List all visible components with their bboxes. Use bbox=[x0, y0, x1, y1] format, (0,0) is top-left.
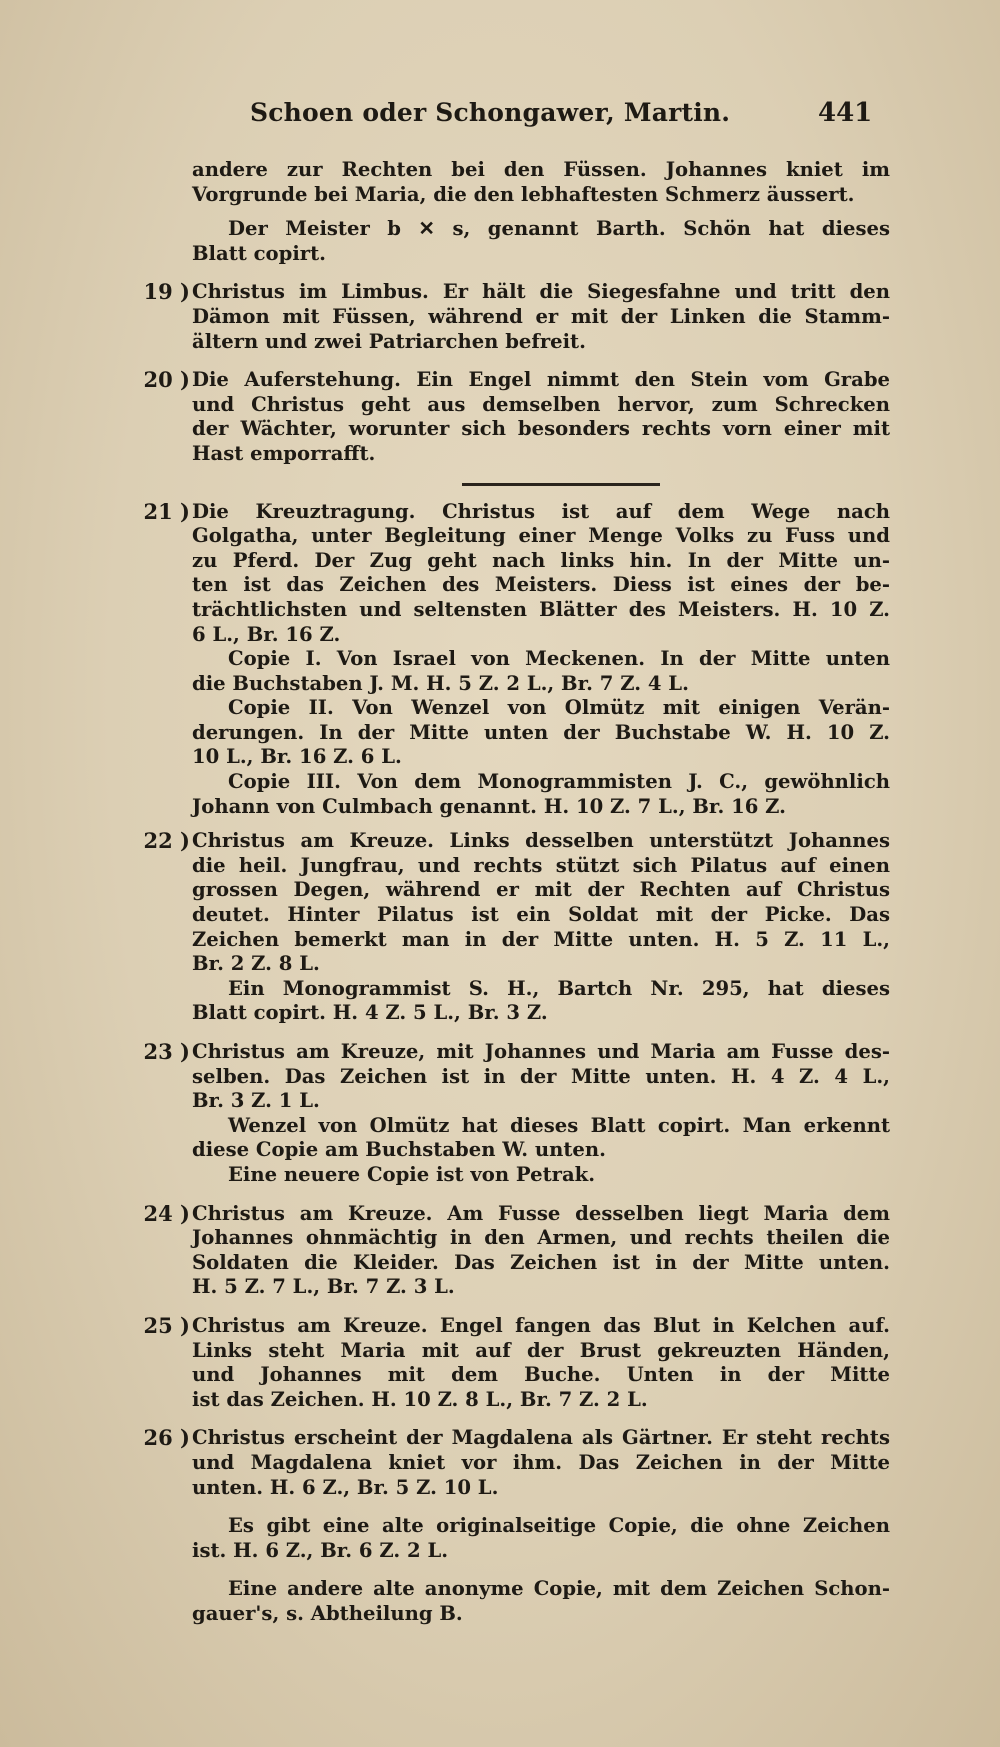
text-line: Soldaten die Kleider. Das Zeichen ist in der Mitte unten. bbox=[192, 1250, 890, 1274]
text-line: die heil. Jungfrau, und rechts stützt sich Pilatus auf einen bbox=[192, 853, 890, 877]
text-line: und Magdalena kniet vor ihm. Das Zeichen in der Mitte bbox=[192, 1450, 890, 1474]
text-line: ten ist das Zeichen des Meisters. Diess ist eines der be- bbox=[192, 573, 890, 597]
text-line: die Buchstaben J. M. H. 5 Z. 2 L., Br. 7 Z. 4 L. bbox=[192, 671, 689, 695]
catalog-entry bbox=[120, 1202, 890, 1300]
text-line: Ein Monogrammist S. H., Bartch Nr. 295, hat dieses bbox=[228, 976, 890, 1000]
text-line: Hast emporrafft. bbox=[192, 441, 376, 465]
entry-number: 23 ) bbox=[143, 1039, 190, 1064]
text-line: Blatt copirt. H. 4 Z. 5 L., Br. 3 Z. bbox=[192, 1001, 548, 1025]
text-line: selben. Das Zeichen ist in der Mitte unten. H. 4 Z. 4 L., bbox=[192, 1064, 890, 1088]
catalog-entry bbox=[120, 280, 890, 354]
text-line: Zeichen bemerkt man in der Mitte unten. H. 5 Z. 11 L., bbox=[192, 927, 890, 951]
entry-note bbox=[120, 1514, 890, 1563]
entry-note bbox=[120, 158, 890, 207]
text-line: Christus am Kreuze. Am Fusse desselben liegt Maria dem bbox=[192, 1201, 890, 1225]
running-title: Schoen oder Schongawer, Martin. bbox=[250, 98, 731, 127]
text-line: 10 L., Br. 16 Z. 6 L. bbox=[192, 745, 402, 769]
page-header bbox=[0, 98, 1000, 142]
text-line: Wenzel von Olmütz hat dieses Blatt copirt. Man erkennt bbox=[228, 1113, 890, 1137]
text-line: Eine andere alte anonyme Copie, mit dem Zeichen Schon- bbox=[228, 1577, 890, 1601]
text-line: ältern und zwei Patriarchen befreit. bbox=[192, 329, 586, 353]
entry-number: 19 ) bbox=[143, 279, 190, 305]
section-divider bbox=[462, 483, 660, 486]
text-line: Johann von Culmbach genannt. H. 10 Z. 7 L., Br. 16 Z. bbox=[192, 794, 786, 818]
entry-number: 24 ) bbox=[143, 1200, 190, 1226]
entry-note bbox=[120, 217, 890, 266]
entry-note bbox=[120, 770, 890, 819]
entry-note bbox=[120, 1114, 890, 1163]
text-line: Golgatha, unter Begleitung einer Menge Volks zu Fuss und bbox=[192, 524, 890, 548]
catalog-entry bbox=[120, 368, 890, 466]
text-line: Christus am Kreuze, mit Johannes und Maria am Fusse des- bbox=[192, 1040, 890, 1063]
catalog-entry bbox=[120, 1314, 890, 1412]
text-line: Copie III. Von dem Monogrammisten J. C., gewöhnlich bbox=[228, 770, 890, 794]
entry-note bbox=[120, 1163, 890, 1188]
text-line: trächtlichsten und seltensten Blätter des Meisters. H. 10 Z. bbox=[192, 597, 890, 621]
text-line: Christus erscheint der Magdalena als Gärtner. Er steht rechts bbox=[192, 1426, 890, 1450]
catalog-entry bbox=[120, 500, 890, 648]
entry-number: 26 ) bbox=[143, 1425, 190, 1451]
text-line: 6 L., Br. 16 Z. bbox=[192, 622, 341, 646]
text-line: Christus im Limbus. Er hält die Siegesfahne und tritt den bbox=[192, 280, 890, 304]
text-line: Die Kreuztragung. Christus ist auf dem Wege nach bbox=[192, 499, 890, 523]
text-line: und Christus geht aus demselben hervor, zum Schrecken bbox=[192, 392, 890, 416]
text-line: derungen. In der Mitte unten der Buchstabe W. H. 10 Z. bbox=[192, 720, 890, 744]
page-number: 441 bbox=[818, 98, 873, 128]
catalog-entry bbox=[120, 829, 890, 977]
catalog-entry bbox=[120, 1426, 890, 1500]
text-line: Dämon mit Füssen, während er mit der Linken die Stamm- bbox=[192, 304, 890, 328]
text-line: Der Meister b ✕ s, genannt Barth. Schön hat dieses bbox=[228, 217, 890, 241]
text-line: Br. 3 Z. 1 L. bbox=[192, 1089, 320, 1113]
entry-note bbox=[120, 1577, 890, 1626]
text-line: gauer's, s. Abtheilung B. bbox=[192, 1601, 463, 1625]
text-line: deutet. Hinter Pilatus ist ein Soldat mit der Picke. Das bbox=[192, 903, 890, 927]
entry-note bbox=[120, 977, 890, 1026]
text-line: Eine neuere Copie ist von Petrak. bbox=[228, 1162, 596, 1186]
text-line: diese Copie am Buchstaben W. unten. bbox=[192, 1138, 606, 1162]
text-line: Christus am Kreuze. Engel fangen das Blut in Kelchen auf. bbox=[192, 1313, 890, 1337]
text-line: Christus am Kreuze. Links desselben unterstützt Johannes bbox=[192, 829, 890, 853]
text-line: Blatt copirt. bbox=[192, 241, 326, 265]
entry-note bbox=[120, 647, 890, 696]
entry-number: 20 ) bbox=[143, 367, 190, 393]
entry-number: 21 ) bbox=[143, 498, 190, 524]
text-line: Johannes ohnmächtig in den Armen, und rechts theilen die bbox=[192, 1226, 890, 1250]
page-body bbox=[120, 158, 890, 1626]
text-line: Die Auferstehung. Ein Engel nimmt den Stein vom Grabe bbox=[192, 368, 890, 392]
text-line: unten. H. 6 Z., Br. 5 Z. 10 L. bbox=[192, 1475, 499, 1499]
text-line: Es gibt eine alte originalseitige Copie, die ohne Zeichen bbox=[228, 1514, 890, 1538]
text-line: Br. 2 Z. 8 L. bbox=[192, 952, 320, 976]
text-line: Copie II. Von Wenzel von Olmütz mit einigen Verän- bbox=[228, 696, 890, 720]
text-line: und Johannes mit dem Buche. Unten in der Mitte bbox=[192, 1363, 890, 1387]
text-line: ist. H. 6 Z., Br. 6 Z. 2 L. bbox=[192, 1538, 449, 1562]
text-line: andere zur Rechten bei den Füssen. Johannes kniet im bbox=[192, 158, 890, 181]
text-line: H. 5 Z. 7 L., Br. 7 Z. 3 L. bbox=[192, 1275, 455, 1299]
text-line: Vorgrunde bei Maria, die den lebhaftesten Schmerz äussert. bbox=[192, 182, 855, 206]
entry-number: 25 ) bbox=[143, 1312, 190, 1338]
text-line: grossen Degen, während er mit der Rechten auf Christus bbox=[192, 878, 890, 902]
text-line: ist das Zeichen. H. 10 Z. 8 L., Br. 7 Z. 2 L. bbox=[192, 1387, 648, 1411]
catalog-entry bbox=[120, 1040, 890, 1114]
text-line: Links steht Maria mit auf der Brust gekreuzten Händen, bbox=[192, 1338, 890, 1362]
text-line: der Wächter, worunter sich besonders rechts vorn einer mit bbox=[192, 417, 890, 441]
text-line: Copie I. Von Israel von Meckenen. In der Mitte unten bbox=[228, 647, 890, 671]
entry-number: 22 ) bbox=[143, 828, 190, 854]
entry-note bbox=[120, 696, 890, 770]
text-line: zu Pferd. Der Zug geht nach links hin. In der Mitte un- bbox=[192, 548, 890, 572]
